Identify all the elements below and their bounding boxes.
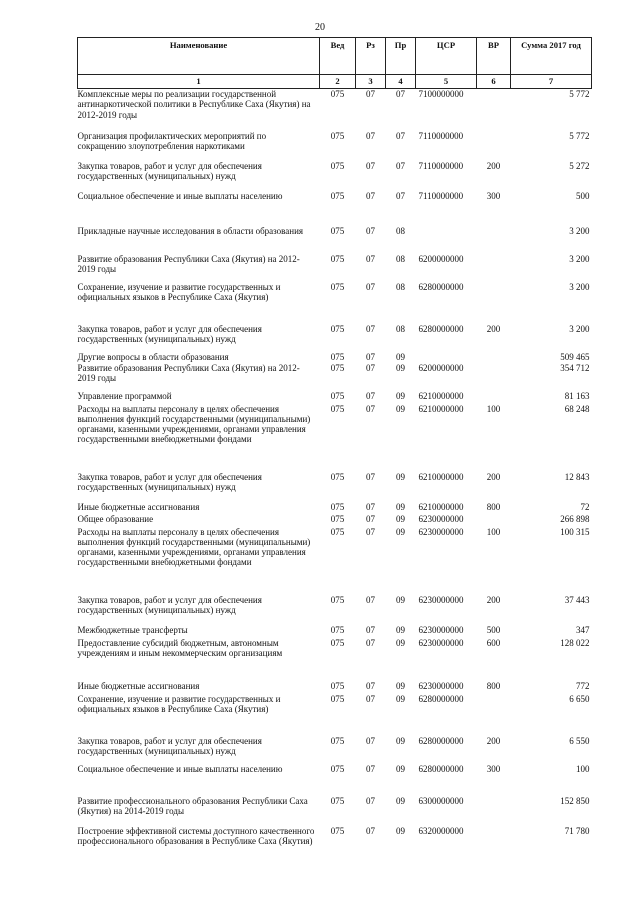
page-number: 20 bbox=[315, 22, 325, 33]
cell-sum: 81 163 bbox=[564, 390, 590, 401]
cell-vr bbox=[477, 352, 511, 363]
cell-vr bbox=[477, 282, 511, 324]
column-number-row bbox=[78, 75, 592, 89]
cell-rz: 07 bbox=[366, 763, 375, 774]
column-number: 3 bbox=[356, 75, 386, 89]
cell-rz: 07 bbox=[366, 594, 375, 605]
cell-ved: 075 bbox=[330, 471, 345, 482]
cell-ved: 075 bbox=[330, 680, 345, 691]
cell-vr: 100 bbox=[486, 526, 501, 537]
cell-vr bbox=[477, 131, 511, 161]
cell-name: Предоставление субсидий бюджетным, автономным учреждениям и иным некоммерческим организациям bbox=[77, 637, 283, 658]
cell-csr: 6210000000 bbox=[418, 390, 464, 401]
cell-rz: 07 bbox=[366, 160, 375, 171]
cell-vr: 200 bbox=[486, 735, 501, 746]
cell-vr bbox=[477, 391, 511, 404]
table-row bbox=[78, 89, 592, 131]
cell-rz: 07 bbox=[366, 89, 375, 99]
cell-csr: 6230000000 bbox=[418, 594, 464, 605]
cell-name: Организация профилактических мероприятий по сокращению злоупотребления наркотиками bbox=[77, 130, 267, 151]
cell-csr: 6230000000 bbox=[418, 624, 464, 635]
cell-csr: 6280000000 bbox=[418, 763, 464, 774]
cell-pr: 09 bbox=[396, 795, 405, 806]
cell-name: Прикладные научные исследования в области образования bbox=[77, 225, 304, 236]
cell-csr bbox=[416, 352, 477, 363]
cell-name: Сохранение, изучение и развитие государственных и официальных языков в Республике Саха (Якутия) bbox=[77, 281, 281, 302]
column-number: 6 bbox=[477, 75, 511, 89]
cell-name: Развитие образования Республики Саха (Якутия) на 2012-2019 годы bbox=[77, 253, 300, 274]
cell-vr: 800 bbox=[486, 501, 501, 512]
cell-sum: 128 022 bbox=[560, 637, 590, 648]
cell-pr: 09 bbox=[396, 680, 405, 691]
cell-vr: 600 bbox=[486, 637, 501, 648]
table-row bbox=[78, 352, 592, 363]
cell-sum: 509 465 bbox=[560, 351, 590, 362]
cell-sum: 12 843 bbox=[564, 471, 590, 482]
cell-vr bbox=[477, 826, 511, 864]
cell-rz: 07 bbox=[366, 323, 375, 334]
cell-rz: 07 bbox=[366, 403, 375, 414]
cell-vr: 300 bbox=[486, 763, 501, 774]
cell-vr bbox=[477, 226, 511, 254]
cell-sum: 5 772 bbox=[569, 89, 590, 99]
cell-csr: 6230000000 bbox=[418, 526, 464, 537]
cell-sum: 500 bbox=[576, 190, 590, 201]
cell-csr: 6280000000 bbox=[418, 693, 464, 704]
cell-ved: 075 bbox=[330, 795, 345, 806]
column-number: 7 bbox=[511, 75, 592, 89]
cell-ved: 075 bbox=[330, 225, 345, 236]
cell-ved: 075 bbox=[330, 594, 345, 605]
cell-sum: 68 248 bbox=[564, 403, 590, 414]
cell-sum: 72 bbox=[580, 501, 590, 512]
cell-sum: 3 200 bbox=[569, 281, 590, 292]
cell-ved: 075 bbox=[330, 403, 345, 414]
cell-sum: 5 272 bbox=[569, 160, 590, 171]
cell-ved: 075 bbox=[330, 825, 345, 836]
cell-rz: 07 bbox=[366, 526, 375, 537]
cell-sum: 3 200 bbox=[569, 323, 590, 334]
cell-ved: 075 bbox=[330, 693, 345, 704]
cell-rz: 07 bbox=[366, 637, 375, 648]
cell-csr: 7110000000 bbox=[418, 160, 464, 171]
cell-csr: 6210000000 bbox=[418, 403, 464, 414]
cell-vr bbox=[477, 514, 511, 527]
cell-ved: 075 bbox=[330, 351, 345, 362]
cell-sum: 6 650 bbox=[569, 693, 590, 704]
cell-pr: 08 bbox=[396, 253, 405, 264]
cell-ved: 075 bbox=[330, 89, 345, 99]
cell-ved: 075 bbox=[330, 513, 345, 524]
cell-name: Сохранение, изучение и развитие государственных и официальных языков в Республике Саха (Якутия) bbox=[77, 693, 281, 714]
header-vr: ВР bbox=[477, 38, 511, 75]
column-number: 4 bbox=[386, 75, 416, 89]
cell-pr: 09 bbox=[396, 390, 405, 401]
cell-csr: 6320000000 bbox=[418, 825, 464, 836]
cell-name: Закупка товаров, работ и услуг для обеспечения государственных (муниципальных) нужд bbox=[77, 594, 262, 615]
cell-rz: 07 bbox=[366, 693, 375, 704]
cell-csr: 6200000000 bbox=[418, 362, 464, 373]
cell-csr: 7110000000 bbox=[418, 130, 464, 141]
cell-ved: 075 bbox=[330, 526, 345, 537]
cell-csr: 6280000000 bbox=[418, 323, 464, 334]
cell-rz: 07 bbox=[366, 225, 375, 236]
cell-rz: 07 bbox=[366, 190, 375, 201]
cell-ved: 075 bbox=[330, 624, 345, 635]
header-name: Наименование bbox=[78, 38, 320, 75]
table-row bbox=[78, 391, 592, 404]
cell-pr: 09 bbox=[396, 351, 405, 362]
cell-rz: 07 bbox=[366, 351, 375, 362]
cell-pr: 09 bbox=[396, 403, 405, 414]
cell-ved: 075 bbox=[330, 637, 345, 648]
cell-sum: 266 898 bbox=[560, 513, 590, 524]
cell-name: Социальное обеспечение и иные выплаты населению bbox=[77, 763, 283, 774]
cell-pr: 09 bbox=[396, 362, 405, 373]
header-rz: Рз bbox=[356, 38, 386, 75]
cell-sum: 100 bbox=[576, 763, 590, 774]
cell-csr: 6210000000 bbox=[418, 501, 464, 512]
cell-csr: 6300000000 bbox=[418, 795, 464, 806]
cell-pr: 09 bbox=[396, 693, 405, 704]
cell-ved: 075 bbox=[330, 130, 345, 141]
table-row bbox=[78, 638, 592, 681]
cell-sum: 3 200 bbox=[569, 253, 590, 264]
cell-csr: 6280000000 bbox=[418, 281, 464, 292]
table-row bbox=[78, 514, 592, 527]
cell-pr: 09 bbox=[396, 763, 405, 774]
cell-sum: 100 315 bbox=[560, 526, 590, 537]
cell-csr: 6200000000 bbox=[418, 253, 464, 264]
cell-name: Управление программой bbox=[77, 390, 172, 401]
table-row bbox=[78, 324, 592, 352]
cell-pr: 09 bbox=[396, 624, 405, 635]
cell-pr: 07 bbox=[396, 190, 405, 201]
table-row bbox=[78, 625, 592, 638]
table-row bbox=[78, 254, 592, 282]
cell-ved: 075 bbox=[330, 190, 345, 201]
cell-ved: 075 bbox=[330, 160, 345, 171]
cell-pr: 07 bbox=[396, 89, 405, 99]
cell-vr: 500 bbox=[486, 624, 501, 635]
cell-ved: 075 bbox=[330, 735, 345, 746]
cell-name: Комплексные меры по реализации государственной антинаркотической политики в Республике Саха (Якутия) на 2012-2019 годы bbox=[77, 89, 311, 120]
cell-vr: 800 bbox=[486, 680, 501, 691]
table-row bbox=[78, 131, 592, 161]
budget-table bbox=[77, 37, 592, 864]
cell-vr bbox=[477, 254, 511, 282]
cell-name: Расходы на выплаты персоналу в целях обеспечения выполнения функций государственными (муниципальными) органами, казенными учреждениями, органами управления государственными внебюджетными фондами bbox=[77, 403, 311, 445]
cell-sum: 347 bbox=[576, 624, 590, 635]
cell-ved: 075 bbox=[330, 323, 345, 334]
cell-name: Развитие образования Республики Саха (Якутия) на 2012-2019 годы bbox=[77, 362, 300, 383]
header-row bbox=[78, 38, 592, 75]
cell-sum: 37 443 bbox=[564, 594, 590, 605]
table-row bbox=[78, 404, 592, 472]
cell-name: Закупка товаров, работ и услуг для обеспечения государственных (муниципальных) нужд bbox=[77, 735, 262, 756]
cell-vr: 300 bbox=[486, 190, 501, 201]
cell-ved: 075 bbox=[330, 253, 345, 264]
cell-rz: 07 bbox=[366, 825, 375, 836]
cell-rz: 07 bbox=[366, 501, 375, 512]
cell-rz: 07 bbox=[366, 471, 375, 482]
table-row bbox=[78, 595, 592, 625]
table-row bbox=[78, 363, 592, 391]
cell-name: Иные бюджетные ассигнования bbox=[77, 501, 200, 512]
table-row bbox=[78, 826, 592, 864]
cell-vr bbox=[477, 694, 511, 736]
cell-csr: 6210000000 bbox=[418, 471, 464, 482]
cell-name: Иные бюджетные ассигнования bbox=[77, 680, 200, 691]
cell-name: Закупка товаров, работ и услуг для обеспечения государственных (муниципальных) нужд bbox=[77, 471, 262, 492]
column-number: 5 bbox=[416, 75, 477, 89]
cell-csr: 7100000000 bbox=[418, 89, 464, 99]
cell-vr: 200 bbox=[486, 471, 501, 482]
cell-pr: 08 bbox=[396, 225, 405, 236]
cell-vr bbox=[477, 796, 511, 826]
header-pr: Пр bbox=[386, 38, 416, 75]
cell-vr: 200 bbox=[486, 594, 501, 605]
table-row bbox=[78, 681, 592, 694]
cell-vr: 100 bbox=[486, 403, 501, 414]
cell-sum: 6 550 bbox=[569, 735, 590, 746]
column-number: 2 bbox=[320, 75, 356, 89]
cell-vr: 200 bbox=[486, 160, 501, 171]
cell-rz: 07 bbox=[366, 130, 375, 141]
cell-pr: 08 bbox=[396, 281, 405, 292]
cell-name: Другие вопросы в области образования bbox=[77, 351, 229, 362]
cell-csr: 6230000000 bbox=[418, 513, 464, 524]
table-row bbox=[78, 527, 592, 595]
cell-ved: 075 bbox=[330, 390, 345, 401]
cell-rz: 07 bbox=[366, 281, 375, 292]
cell-pr: 07 bbox=[396, 160, 405, 171]
cell-rz: 07 bbox=[366, 362, 375, 373]
table-row bbox=[78, 796, 592, 826]
cell-pr: 08 bbox=[396, 323, 405, 334]
cell-name: Социальное обеспечение и иные выплаты населению bbox=[77, 190, 283, 201]
cell-sum: 5 772 bbox=[569, 130, 590, 141]
cell-sum: 354 712 bbox=[560, 362, 590, 373]
cell-rz: 07 bbox=[366, 735, 375, 746]
cell-rz: 07 bbox=[366, 680, 375, 691]
cell-csr: 6230000000 bbox=[418, 680, 464, 691]
table-row bbox=[78, 472, 592, 502]
table-row bbox=[78, 736, 592, 764]
cell-ved: 075 bbox=[330, 763, 345, 774]
header-csr: ЦСР bbox=[416, 38, 477, 75]
cell-sum: 3 200 bbox=[569, 225, 590, 236]
cell-pr: 09 bbox=[396, 526, 405, 537]
cell-rz: 07 bbox=[366, 390, 375, 401]
cell-vr: 200 bbox=[486, 323, 501, 334]
cell-rz: 07 bbox=[366, 513, 375, 524]
cell-sum: 71 780 bbox=[564, 825, 590, 836]
column-number: 1 bbox=[78, 75, 320, 89]
table-row bbox=[78, 694, 592, 736]
cell-rz: 07 bbox=[366, 253, 375, 264]
header-ved: Вед bbox=[320, 38, 356, 75]
cell-name: Межбюджетные трансферты bbox=[77, 624, 188, 635]
table-row bbox=[78, 226, 592, 254]
cell-sum: 772 bbox=[576, 680, 590, 691]
cell-ved: 075 bbox=[330, 281, 345, 292]
cell-name: Построение эффективной системы доступного качественного профессионального образования в Республике Саха (Якутия) bbox=[77, 825, 315, 846]
cell-ved: 075 bbox=[330, 362, 345, 373]
table-body bbox=[78, 89, 592, 864]
cell-ved: 075 bbox=[330, 501, 345, 512]
header-sum: Сумма 2017 год bbox=[511, 38, 592, 75]
cell-csr bbox=[416, 226, 477, 254]
table-row bbox=[78, 764, 592, 796]
cell-csr: 6280000000 bbox=[418, 735, 464, 746]
cell-name: Общее образование bbox=[77, 513, 154, 524]
cell-pr: 09 bbox=[396, 825, 405, 836]
table-row bbox=[78, 282, 592, 324]
cell-pr: 09 bbox=[396, 471, 405, 482]
cell-name: Расходы на выплаты персоналу в целях обеспечения выполнения функций государственными (муниципальными) органами, казенными учреждениями, органами управления государственными внебюджетными фондами bbox=[77, 526, 311, 568]
cell-name: Закупка товаров, работ и услуг для обеспечения государственных (муниципальных) нужд bbox=[77, 323, 262, 344]
cell-pr: 09 bbox=[396, 501, 405, 512]
cell-pr: 09 bbox=[396, 513, 405, 524]
cell-csr: 6230000000 bbox=[418, 637, 464, 648]
cell-pr: 07 bbox=[396, 130, 405, 141]
cell-rz: 07 bbox=[366, 795, 375, 806]
table-row bbox=[78, 191, 592, 226]
table-row bbox=[78, 502, 592, 514]
cell-rz: 07 bbox=[366, 624, 375, 635]
cell-name: Закупка товаров, работ и услуг для обеспечения государственных (муниципальных) нужд bbox=[77, 160, 262, 181]
cell-pr: 09 bbox=[396, 637, 405, 648]
cell-sum: 152 850 bbox=[560, 795, 590, 806]
cell-csr: 7110000000 bbox=[418, 190, 464, 201]
cell-vr bbox=[477, 89, 511, 131]
cell-vr bbox=[477, 363, 511, 391]
cell-name: Развитие профессионального образования Республики Саха (Якутия) на 2014-2019 годы bbox=[77, 795, 308, 816]
cell-pr: 09 bbox=[396, 594, 405, 605]
cell-pr: 09 bbox=[396, 735, 405, 746]
table-row bbox=[78, 161, 592, 191]
